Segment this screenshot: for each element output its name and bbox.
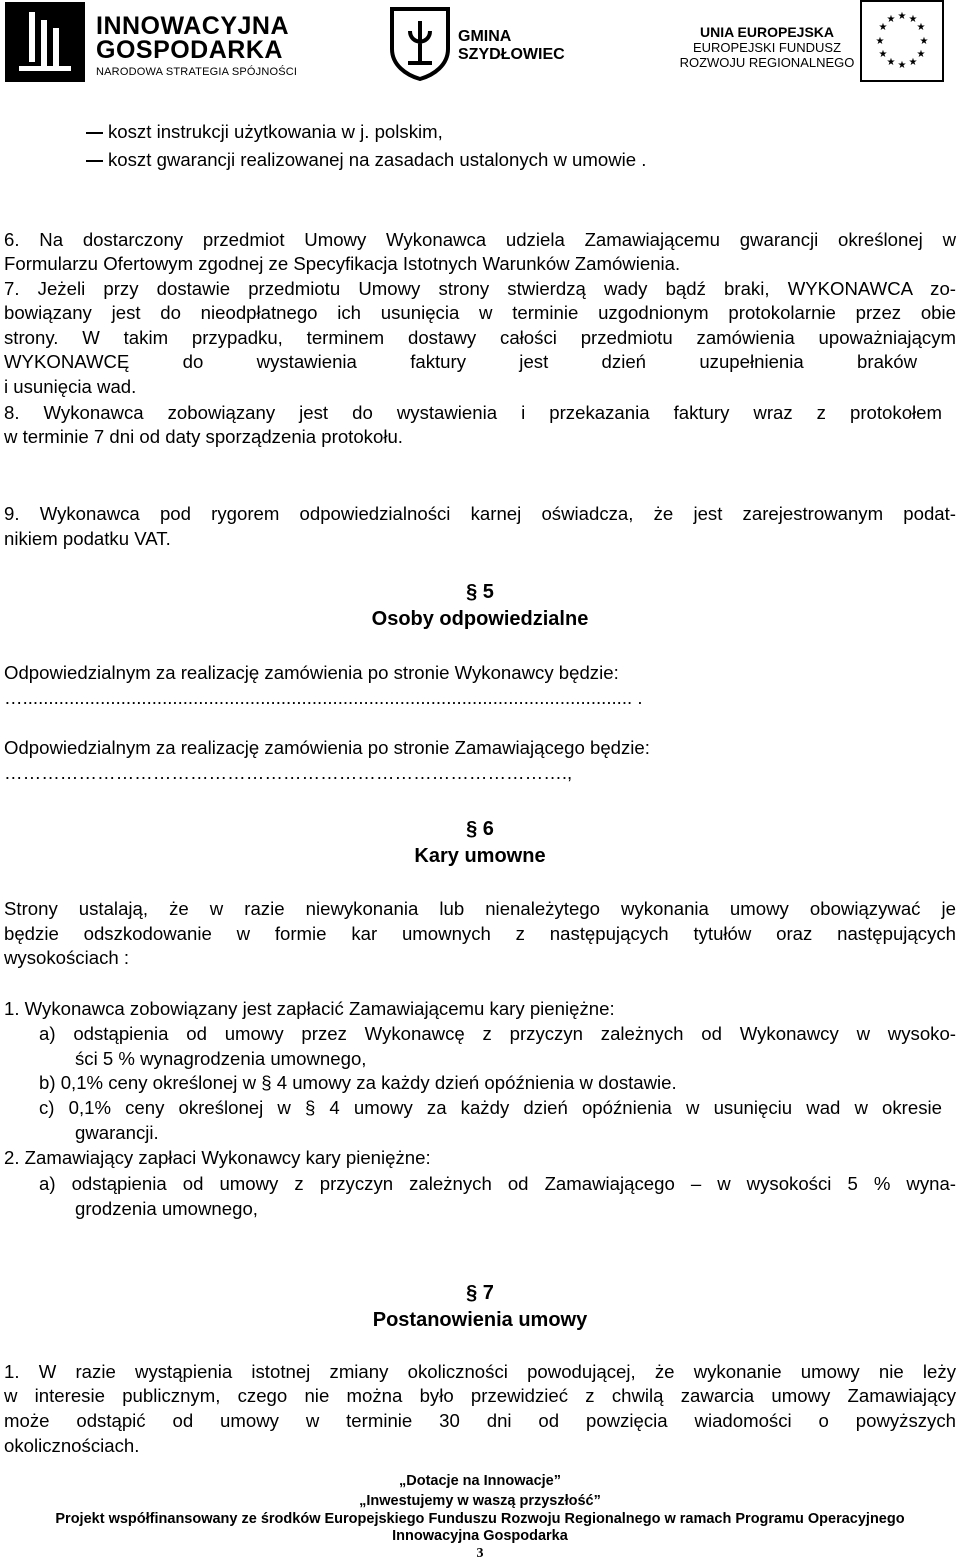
eu-flag-icon: [860, 0, 944, 82]
paragraph-line: wysokościach :: [4, 947, 130, 968]
svg-text:★: ★: [897, 11, 907, 22]
svg-text:★: ★: [875, 36, 885, 47]
paragraph-line: Odpowiedzialnym za realizację zamówienia po stronie Wykonawcy będzie:: [4, 662, 619, 683]
dash-marker: [86, 160, 103, 162]
svg-text:★: ★: [878, 49, 888, 60]
svg-text:★: ★: [919, 36, 929, 47]
list-item: 1. Wykonawca zobowiązany jest zapłacić Zamawiającemu kary pieniężne:: [4, 998, 615, 1019]
paragraph-line: 9. Wykonawca pod rygorem odpowiedzialności karnej oświadcza, że jest zarejestrowanym podat-: [4, 503, 956, 524]
paragraph-line: 6. Na dostarczony przedmiot Umowy Wykonawca udziela Zamawiającemu gwarancji określonej w: [4, 229, 956, 250]
svg-text:★: ★: [897, 60, 907, 71]
paragraph-line: będzie odszkodowanie w formie kar umownych z następujących tytułów oraz następujących: [4, 923, 956, 944]
list-item-continued: ści 5 % wynagrodzenia umownego,: [75, 1048, 367, 1069]
svg-text:★: ★: [916, 22, 926, 33]
paragraph-line: i usunięcia wad.: [4, 376, 137, 397]
svg-text:★: ★: [908, 14, 918, 25]
paragraph-line: może odstąpić od umowy w terminie 30 dni od powzięcia wiadomości o powyższych: [4, 1410, 956, 1431]
eu-fund-line1: EUROPEJSKI FUNDUSZ: [692, 40, 842, 55]
eu-fund-line2: ROZWOJU REGIONALNEGO: [679, 55, 855, 70]
paragraph-line: strony. W takim przypadku, terminem dostawy całości przedmiotu zamówienia upoważniającym: [4, 327, 956, 348]
paragraph-line: w interesie publicznym, czego nie można było przewidzieć z chwilą zawarcia umowy Zamawiający: [4, 1385, 956, 1406]
list-item-continued: grodzenia umownego,: [75, 1198, 258, 1219]
list-item: c) 0,1% ceny określonej w § 4 umowy za każdy dzień opóźnienia w usunięciu wad w okresie: [39, 1097, 942, 1118]
list-item: a) odstąpienia od umowy z przyczyn zależnych od Zamawiającego – w wysokości 5 % wyna-: [39, 1173, 956, 1194]
paragraph-line: Strony ustalają, że w razie niewykonania lub nienależytego wykonania umowy obowiązywać je: [4, 898, 956, 919]
placeholder-dots: …...................................................................................................................... .: [4, 687, 643, 708]
svg-text:★: ★: [886, 14, 896, 25]
eu-fund-logo: [678, 0, 946, 86]
gmina-szydlowiec-logo: [388, 0, 578, 86]
section-title: Osoby odpowiedzialne: [371, 608, 589, 630]
footer-slogan-2: „Inwestujemy w waszą przyszłość”: [359, 1493, 601, 1509]
paragraph-line: WYKONAWCĘ do wystawienia faktury jest dzień uzupełnienia braków: [4, 351, 917, 372]
list-item: 2. Zamawiający zapłaci Wykonawcy kary pieniężne:: [4, 1147, 431, 1168]
list-item-continued: gwarancji.: [75, 1122, 159, 1143]
ig-title-1: INNOWACYJNA: [96, 12, 290, 40]
gmina-name: SZYDŁOWIEC: [458, 46, 565, 63]
paragraph-line: 8. Wykonawca zobowiązany jest do wystawienia i przekazania faktury wraz z protokołem: [4, 402, 942, 423]
svg-text:★: ★: [908, 57, 918, 68]
paragraph-line: bowiązany jest do nieodpłatnego ich usunięcia w terminie uzgodnionym protokolarnie przez obie: [4, 302, 956, 323]
list-item: a) odstąpienia od umowy przez Wykonawcę z przyczyn zależnych od Wykonawcy w wysoko-: [39, 1023, 956, 1044]
innowacyjna-gospodarka-logo: [5, 0, 305, 86]
section-number: § 5: [466, 581, 494, 603]
gmina-crest-icon: [388, 5, 452, 81]
list-item: b) 0,1% ceny określonej w § 4 umowy za każdy dzień opóźnienia w dostawie.: [39, 1072, 677, 1093]
paragraph-line: w terminie 7 dni od daty sporządzenia protokołu.: [4, 426, 403, 447]
dash-marker: [86, 132, 103, 134]
svg-text:★: ★: [886, 57, 896, 68]
section-title: Postanowienia umowy: [372, 1309, 588, 1331]
ig-title-2: GOSPODARKA: [96, 36, 283, 64]
ig-subtitle: NARODOWA STRATEGIA SPÓJNOŚCI: [96, 66, 298, 78]
page-header: [0, 0, 960, 86]
svg-text:★: ★: [878, 22, 888, 33]
footer-project-note: Projekt współfinansowany ze środków Europejskiego Funduszu Rozwoju Regionalnego w ramach Programu Operacyjnego: [55, 1511, 905, 1527]
ig-emblem-icon: [5, 2, 85, 82]
paragraph-line: okolicznościach.: [4, 1435, 140, 1456]
gmina-label: GMINA: [458, 28, 512, 45]
section-number: § 7: [466, 1282, 494, 1304]
paragraph-line: Odpowiedzialnym za realizację zamówienia po stronie Zamawiającego będzie:: [4, 737, 650, 758]
section-number: § 6: [466, 818, 494, 840]
paragraph-line: Formularzu Ofertowym zgodnej ze Specyfikacja Istotnych Warunków Zamówienia.: [4, 253, 681, 274]
section-title: Kary umowne: [414, 845, 546, 867]
footer-program-name: Innowacyjna Gospodarka: [392, 1528, 568, 1544]
placeholder-dots: ……………………………………………………………………………….,: [4, 762, 573, 783]
paragraph-line: 1. W razie wystąpienia istotnej zmiany okoliczności powodującej, że wykonanie umowy nie leży: [4, 1361, 956, 1382]
paragraph-line: nikiem podatku VAT.: [4, 528, 171, 549]
paragraph-line: 7. Jeżeli przy dostawie przedmiotu Umowy strony stwierdzą wady bądź braki, WYKONAWCA zo-: [4, 278, 956, 299]
eu-title: UNIA EUROPEJSKA: [699, 24, 835, 40]
page-number: 3: [476, 1546, 484, 1561]
svg-text:★: ★: [916, 49, 926, 60]
footer-slogan-1: „Dotacje na Innowacje”: [399, 1473, 561, 1489]
